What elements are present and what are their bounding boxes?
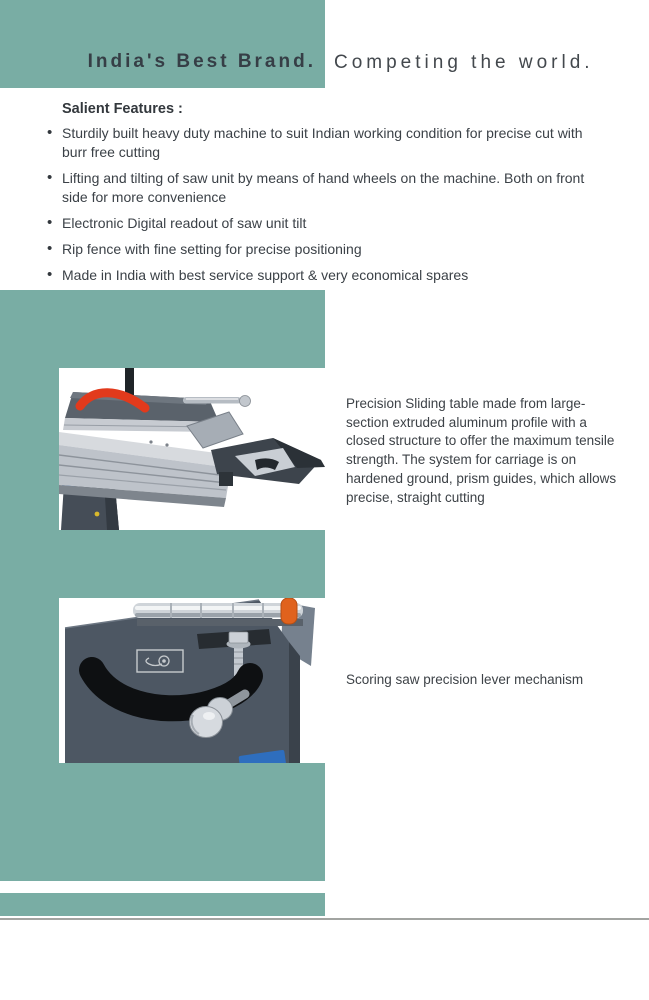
divider-line: [0, 918, 649, 920]
sliding-table-carriage-photo: [59, 368, 325, 530]
feature-item: • Electronic Digital readout of saw unit tilt: [47, 214, 592, 233]
feature-item: • Rip fence with fine setting for precise positioning: [47, 240, 592, 259]
bottom-teal-strip: [0, 893, 325, 916]
feature-item: • Made in India with best service support & very economical spares: [47, 266, 592, 285]
orange-knob-shape: [281, 598, 297, 624]
sliding-table-carriage-image: [59, 368, 325, 530]
feature-item: • Sturdily built heavy duty machine to suit Indian working condition for precise cut with burr free cutting: [47, 124, 592, 162]
top-banner: [0, 0, 325, 88]
feature-item: • Lifting and tilting of saw unit by means of hand wheels on the machine. Both on front side for more convenience: [47, 169, 592, 207]
brand-title: India's Best Brand.: [87, 51, 316, 72]
scoring-saw-lever-photo: [59, 598, 325, 763]
scoring-saw-lever-image: [59, 598, 325, 763]
product-description: Precision Sliding table made from large-section extruded aluminum profile with a closed structure to offer the maximum tensile strength. The system for carriage is on hardened ground, prism guides, which allows precise, straight cutting: [346, 396, 617, 505]
banner-tagline: Competing the world.: [334, 52, 594, 73]
chrome-rail-shape: [133, 603, 303, 626]
product-caption: Scoring saw precision lever mechanism: [346, 672, 584, 687]
features-heading: Salient Features :: [62, 101, 183, 117]
features-list: [47, 124, 592, 292]
